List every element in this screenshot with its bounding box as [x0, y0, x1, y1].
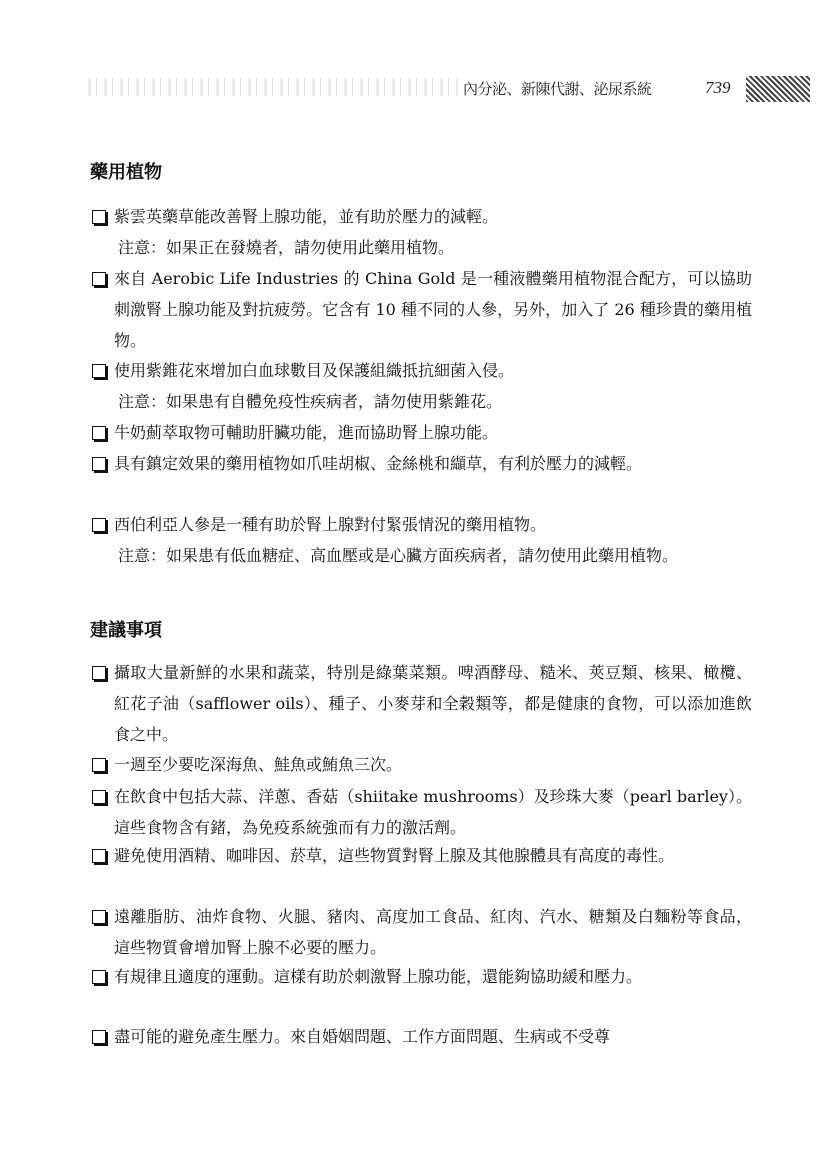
list-item	[92, 1021, 752, 1052]
scan-artifact	[88, 78, 458, 96]
checkbox-icon	[92, 1030, 106, 1044]
checkbox-icon	[92, 910, 106, 924]
checkbox-icon	[92, 210, 106, 224]
caution-note: 注意：如果患有低血糖症、高血壓或是心臟方面疾病者，請勿使用此藥用植物。	[118, 546, 679, 565]
list-item-text: 一週至少要吃深海魚、鮭魚或鮪魚三次。	[114, 755, 403, 774]
list-item	[92, 201, 752, 232]
checkbox-icon	[92, 272, 106, 286]
list-item	[92, 263, 752, 356]
list-item-text: 西伯利亞人參是一種有助於腎上腺對付緊張情況的藥用植物。	[114, 515, 547, 534]
caution-note: 注意：如果正在發燒者，請勿使用此藥用植物。	[118, 238, 455, 257]
running-header	[0, 70, 829, 110]
list-item	[92, 901, 752, 963]
checkbox-icon	[92, 666, 106, 680]
list-item	[92, 749, 752, 780]
list-item-text: 攝取大量新鮮的水果和蔬菜，特別是綠葉菜類。啤酒酵母、糙米、莢豆類、核果、橄欖、紅花子油（safflower oils）、種子、小麥芽和全穀類等，都是健康的食物，可以添加進飲食之中。	[114, 663, 752, 744]
checkbox-icon	[92, 364, 106, 378]
list-item-text: 具有鎮定效果的藥用植物如爪哇胡椒、金絲桃和纈草，有利於壓力的減輕。	[114, 454, 643, 473]
checkbox-icon	[92, 758, 106, 772]
checkbox-icon	[92, 518, 106, 532]
list-item-text: 紫雲英藥草能改善腎上腺功能，並有助於壓力的減輕。	[114, 207, 499, 226]
list-item	[92, 961, 752, 992]
section-title-herbs: 藥用植物	[90, 162, 162, 183]
header-thumb-mark	[746, 76, 810, 102]
list-item-text: 在飲食中包括大蒜、洋蔥、香菇（shiitake mushrooms）及珍珠大麥（pearl barley）。這些食物含有鍺，為免疫系統強而有力的激活劑。	[114, 787, 752, 837]
page-number: 739	[705, 78, 731, 97]
caution-note: 注意：如果患有自體免疫性疾病者，請勿使用紫錐花。	[118, 392, 503, 411]
list-item	[92, 448, 752, 479]
list-item-text: 來自 Aerobic Life Industries 的 China Gold 是一種液體藥用植物混合配方，可以協助刺激腎上腺功能及對抗疲勞。它含有 10 種不同的人參，另外，加入了 26 種珍貴的藥用植物。	[114, 269, 752, 350]
list-item-text: 牛奶薊萃取物可輔助肝臟功能，進而協助腎上腺功能。	[114, 423, 499, 442]
checkbox-icon	[92, 426, 106, 440]
list-item-text: 遠離脂肪、油炸食物、火腿、豬肉、高度加工食品、紅肉、汽水、糖類及白麵粉等食品，這些物質會增加腎上腺不必要的壓力。	[114, 907, 752, 957]
section-title-recommendations: 建議事項	[90, 620, 162, 641]
checkbox-icon	[92, 849, 106, 863]
list-item	[92, 417, 752, 448]
list-item-text: 盡可能的避免產生壓力。來自婚姻問題、工作方面問題、生病或不受尊	[114, 1027, 611, 1046]
list-item-text: 有規律且適度的運動。這樣有助於刺激腎上腺功能，還能夠協助緩和壓力。	[114, 967, 643, 986]
list-item-text: 避免使用酒精、咖啡因、菸草，這些物質對腎上腺及其他腺體具有高度的毒性。	[114, 846, 675, 865]
list-item-text: 使用紫錐花來增加白血球數目及保護組織抵抗細菌入侵。	[114, 361, 515, 380]
checkbox-icon	[92, 790, 106, 804]
checkbox-icon	[92, 970, 106, 984]
header-title: 內分泌、新陳代謝、泌尿系統	[463, 80, 652, 98]
list-item	[92, 657, 752, 750]
list-item	[92, 781, 752, 843]
list-item	[92, 509, 752, 540]
list-item	[92, 355, 752, 386]
checkbox-icon	[92, 457, 106, 471]
list-item	[92, 840, 752, 871]
